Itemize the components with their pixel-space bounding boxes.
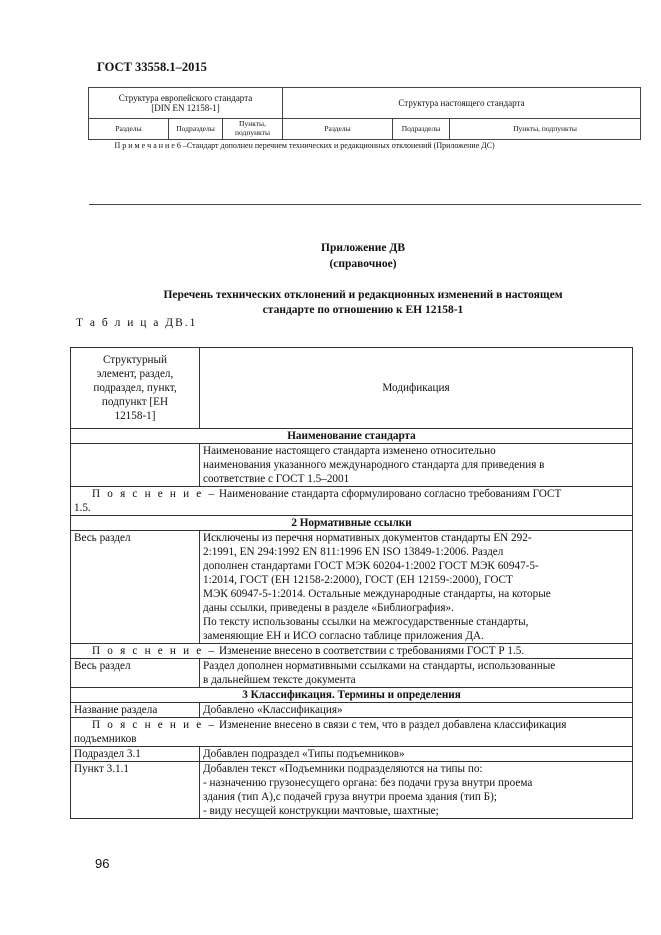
col-items-right: Пункты, подпункты: [450, 119, 641, 140]
element-cell: Подраздел 3.1: [71, 747, 200, 762]
element-cell: Название раздела: [71, 703, 200, 718]
section-standard-name: Наименование стандарта: [71, 429, 633, 444]
modification-cell: Исключены из перечня нормативных документов стандарты EN 292- 2:1991, EN 294:1992 EN 811:1996 EN ISO 13849-1:2006. Раздел дополнен стандартами ГОСТ МЭК 60204-1:2002 ГОСТ МЭК 60947-5- 1:2014, ГОСТ (EH 12158-2:2000), ГОСТ (EH 12159-:2000), ГОСТ МЭК 60947-5-1:2014. Остальные международные стандарты, на которые даны ссылки, приведены в разделе «Библиография». По тексту использованы ссылки на межгосударственные стандарты, заменяющие ЕН и ИСО согласно таблице приложения ДА.: [200, 531, 633, 644]
element-cell: Весь раздел: [71, 659, 200, 688]
document-code: ГОСТ 33558.1–2015: [97, 60, 207, 74]
modification-cell: Раздел дополнен нормативными ссылками на стандарты, использованные в дальнейшем тексте документа: [200, 659, 633, 688]
page-number: 96: [95, 856, 110, 871]
element-cell: Весь раздел: [71, 531, 200, 644]
modification-cell: Добавлен текст «Подъемники подразделяются на типы по: - назначению грузонесущего органа: без подачи груза внутри проема здания (тип А),с подачей груза внутри проема здания (тип Б); - виду несущей конструкции мачтовые, шахтные;: [200, 762, 633, 819]
table-row: [71, 747, 633, 762]
table-row: [71, 659, 633, 688]
explanation-note: П о я с н е н и е – Изменение внесено в связи с тем, что в раздел добавлена классификация подъемников: [71, 718, 633, 747]
col-sections-left: Разделы: [89, 119, 169, 140]
modification-cell: Добавлен подраздел «Типы подъемников»: [200, 747, 633, 762]
modification-header: Модификация: [200, 348, 633, 429]
appendix-heading-line2: стандарте по отношению к ЕН 12158-1: [262, 304, 464, 316]
appendix-subtitle: (справочное): [329, 258, 397, 270]
col-sections-right: Разделы: [283, 119, 393, 140]
section-normative-refs: 2 Нормативные ссылки: [71, 516, 633, 531]
explanation-note: П о я с н е н и е – Наименование стандарта сформулировано согласно требованиям ГОСТ 1.5.: [71, 487, 633, 516]
table-row: [71, 762, 633, 819]
european-structure-header: Структура европейского стандарта [DIN EN 12158-1]: [89, 88, 283, 119]
structure-table: [88, 87, 641, 205]
structural-element-header: Структурный элемент, раздел, подраздел, пункт, подпункт [EH 12158-1]: [71, 348, 200, 429]
table-note: П р и м е ч а н и е 6 –Стандарт дополнен перечнем технических и редакционных отклонений (Приложение ДС): [89, 140, 641, 205]
col-items-left: Пункты, подпункты: [223, 119, 283, 140]
element-cell: Пункт 3.1.1: [71, 762, 200, 819]
appendix-title: Приложение ДВ: [321, 242, 405, 254]
explanation-note: П о я с н е н и е – Изменение внесено в соответствии с требованиями ГОСТ Р 1.5.: [71, 644, 633, 659]
appendix-heading-line1: Перечень технических отклонений и редакционных изменений в настоящем: [163, 289, 563, 301]
table-label: Т а б л и ц а ДВ.1: [76, 317, 198, 329]
section-classification: 3 Классификация. Термины и определения: [71, 688, 633, 703]
this-standard-structure-header: Структура настоящего стандарта: [283, 88, 641, 119]
col-subsections-right: Подразделы: [393, 119, 450, 140]
table-row: [71, 444, 633, 487]
modification-cell: Добавлено «Классификация»: [200, 703, 633, 718]
col-subsections-left: Подразделы: [169, 119, 223, 140]
modification-cell: Наименование настоящего стандарта изменено относительно наименования указанного международного стандарта для приведения в соответствие с ГОСТ 1.5–2001: [200, 444, 633, 487]
table-row: [71, 531, 633, 644]
table-row: [71, 703, 633, 718]
deviations-table: [70, 347, 633, 819]
